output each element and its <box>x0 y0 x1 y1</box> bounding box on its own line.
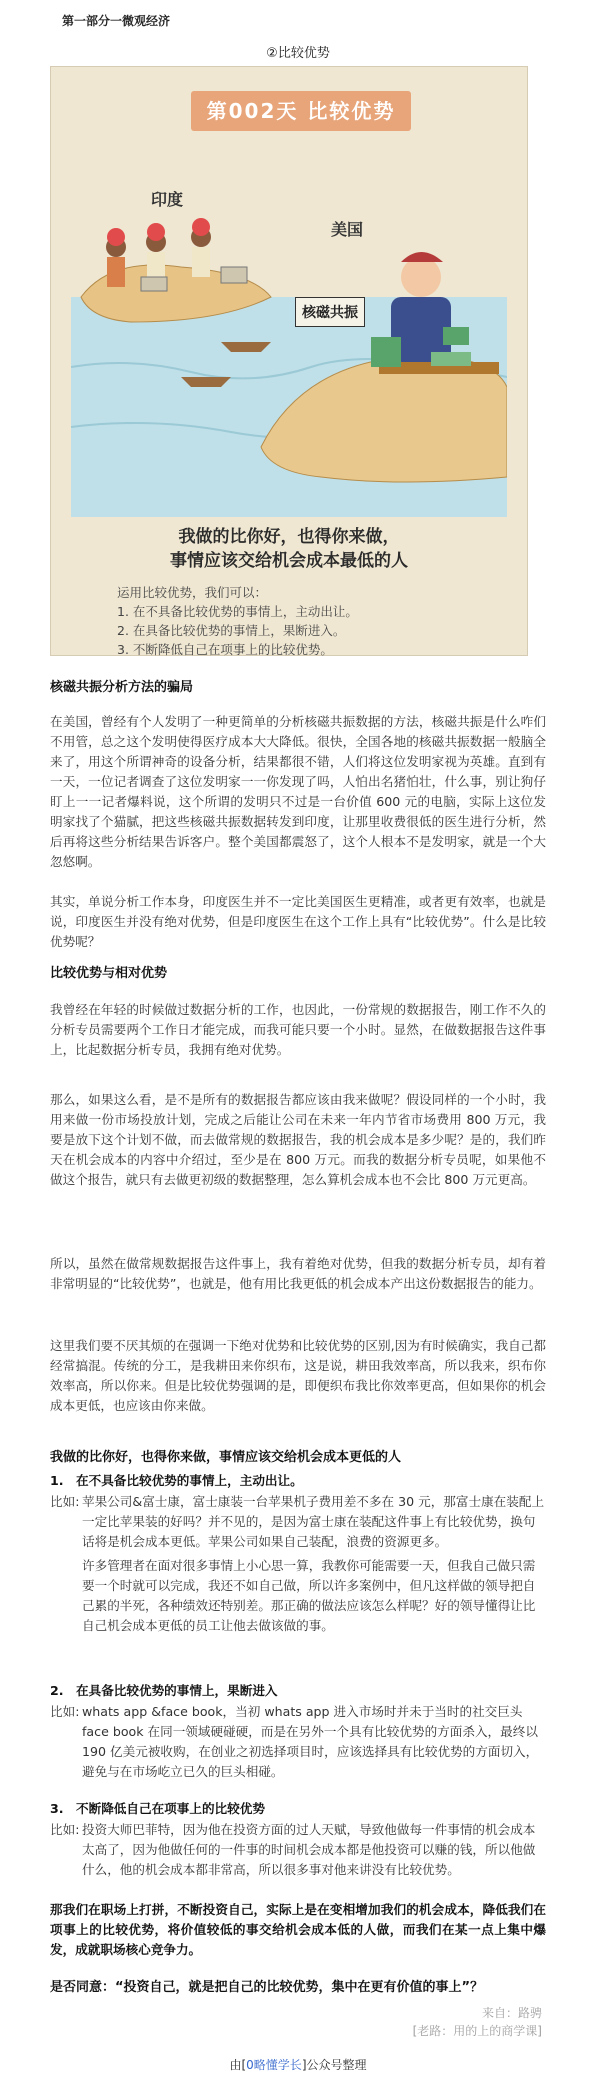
example-block <box>50 1702 546 1782</box>
caption-main-line-2: 事情应该交给机会成本最低的人 <box>170 551 408 571</box>
label-usa: 美国 <box>331 220 364 239</box>
section-heading: 比较优势与相对优势 <box>50 966 168 981</box>
caption-main-line-1: 我做的比你好，也得你来做， <box>178 527 400 547</box>
paragraph: 在美国，曾经有个人发明了一种更简单的分析核磁共振数据的方法，核磁共振是什么咋们不用管，总之这个发明使得医疗成本大大降低。很快，全国各地的核磁共振数据一般脑全来了，用这个所谓神奇的设备分析，结果都很不错，人们将这位发明家视为英雄。直到有一天，一位记者调查了这位发明家一一你发现了吗，人怕出名猪怕壮，什么事，别让狗仔盯上一一记者爆料说，这个所谓的发明只不过是一台价值 600 元的电脑，实际上这位发明家找了个猫腻，把这些核磁共振数据转发到印度，让那里收费很低的医生进行分析，然后再将这些分析结果告诉客户。整个美国都震怒了，这个人根本不是发明家，就是一个大忽悠啊。 <box>50 714 546 869</box>
footer-prefix: 由[ <box>229 2058 247 2072</box>
footer-credit <box>0 2056 596 2073</box>
paragraph: 所以，虽然在做常规数据报告这件事上，我有着绝对优势，但我的数据分析专员，却有着非常明显的“比较优势”，也就是，他有用比我更低的机会成本产出这份数据报告的能力。 <box>50 1256 546 1291</box>
paragraph: 我曾经在年轻的时候做过数据分析的工作，也因此，一份常规的数据报告，刚工作不久的分析专员需要两个工作日才能完成，而我可能只要一个小时。显然，在做数据报告这件事上，比起数据分析专员，我拥有绝对优势。 <box>50 1002 546 1057</box>
part-heading: 第一部分一微观经济 <box>62 14 171 28</box>
example-label: 比如: <box>50 1494 80 1509</box>
caption-intro: 运用比较优势，我们可以： <box>117 585 268 600</box>
list-item-title <box>50 1798 265 1817</box>
comic-caption <box>81 525 497 657</box>
example-text: 投资大师巴菲特，因为他在投资方面的过人天赋，导致他做每一件事情的机会成本太高了，因为他做任何的一件事的时间机会成本都是他投资可以赚的钱，所以他做什么，他的机会成本都非常高，所以很多事对他来讲没有比较优势。 <box>82 1822 536 1877</box>
section-heading: 我做的比你好，也得你来做，事情应该交给机会成本更低的人 <box>50 1450 402 1465</box>
caption-item: 1. 在不具备比较优势的事情上，主动出让。 <box>117 604 358 619</box>
comic-illustration <box>50 66 528 656</box>
source-column: [老路：用的上的商学课] <box>412 2024 542 2038</box>
paragraph: 那么，如果这么看，是不是所有的数据报告都应该由我来做呢？假设同样的一个小时，我用来做一份市场投放计划，完成之后能让公司在未来一年内节省市场费用 800 万元，我要是放下这个计划不做，而去做常规的数据报告，我的机会成本是多少呢？是的，我们昨天在机会成本的内容中介绍过，至少是在 800 万元。而我的数据分析专员呢，如果他不做这个报告，就只有去做更初级的数据整理，怎么算机会成本也不会比 800 万元更高。 <box>50 1092 546 1187</box>
example-label: 比如: <box>50 1822 80 1837</box>
comic-title: 第002天 比较优势 <box>191 91 411 131</box>
comic-scene <box>71 147 507 517</box>
conclusion-paragraph: 那我们在职场上打拼，不断投资自己，实际上是在变相增加我们的机会成本，降低我们在项事上的比较优势，将价值较低的事交给机会成本低的人做，而我们在某一点上集中爆发，成就职场核心竞争力。 <box>50 1902 546 1957</box>
source-author: 来自：路骋 <box>481 2006 542 2020</box>
paragraph: 其实，单说分析工作本身，印度医生并不一定比美国医生更精准，或者更有效率，也就是说，印度医生并没有绝对优势，但是印度医生在这个工作上具有“比较优势”。什么是比较优势呢？ <box>50 894 546 949</box>
article-subtitle: ②比较优势 <box>266 46 330 61</box>
closing-question: 是否同意：“投资自己，就是把自己的比较优势，集中在更有价值的事上”？ <box>50 1980 484 1995</box>
section-heading: 核磁共振分析方法的骗局 <box>50 680 194 695</box>
example-block <box>50 1492 546 1636</box>
list-number: 1. <box>50 1473 64 1488</box>
mri-sign: 核磁共振 <box>295 297 365 327</box>
list-number: 2. <box>50 1683 64 1698</box>
caption-item: 3. 不断降低自己在项事上的比较优势。 <box>117 642 333 657</box>
list-title: 不断降低自己在项事上的比较优势 <box>76 1801 265 1816</box>
footer-account-link[interactable]: 0略懂学长 <box>246 2058 302 2072</box>
list-number: 3. <box>50 1801 64 1816</box>
example-text: 苹果公司&富士康，富士康装一台苹果机子费用差不多在 30 元，那富士康在装配上一定比苹果装的好吗？并不见的，是因为富士康在装配这件事上有比较优势，换句话将是机会成本更低。苹果公司如果自己装配，浪费的资源更多。 <box>82 1494 545 1549</box>
caption-item: 2. 在具备比较优势的事情上，果断进入。 <box>117 623 346 638</box>
list-item-title <box>50 1470 303 1489</box>
example-label: 比如: <box>50 1704 80 1719</box>
example-text: whats app &face book，当初 whats app 进入市场时并未于当时的社交巨头 face book 在同一领域硬碰硬，而是在另外一个具有比较优势的方面杀入，最终以 190 亿美元被收购，在创业之初选择项目时，应该选择具有比较优势的方面切入，避免与在市场屹立已久的巨头相碰。 <box>82 1704 539 1779</box>
paragraph: 这里我们要不厌其烦的在强调一下绝对优势和比较优势的区别,因为有时候确实，我自己都经常搞混。传统的分工，是我耕田来你织布，这是说，耕田我效率高，所以我来，织布你效率高，所以你来。但是比较优势强调的是，即便织布我比你效率更高，但如果你的机会成本更低，也应该由你来做。 <box>50 1338 546 1413</box>
list-title: 在具备比较优势的事情上，果断进入 <box>76 1683 278 1698</box>
list-title: 在不具备比较优势的事情上，主动出让。 <box>76 1473 303 1488</box>
footer-suffix: ]公众号整理 <box>301 2058 367 2072</box>
list-item-title <box>50 1680 278 1699</box>
example-block <box>50 1820 546 1880</box>
label-india: 印度 <box>151 190 184 209</box>
example-text: 许多管理者在面对很多事情上小心思一算，我教你可能需要一天，但我自己做只需要一个时就可以完成，我还不如自己做，所以许多案例中，但凡这样做的领导把自己累的半死，各种绩效还特别差。那正确的做法应该怎么样呢？好的领导懂得让比自己机会成本更低的员工让他去做该做的事。 <box>82 1558 536 1633</box>
comic-scene-drawing <box>71 147 507 517</box>
